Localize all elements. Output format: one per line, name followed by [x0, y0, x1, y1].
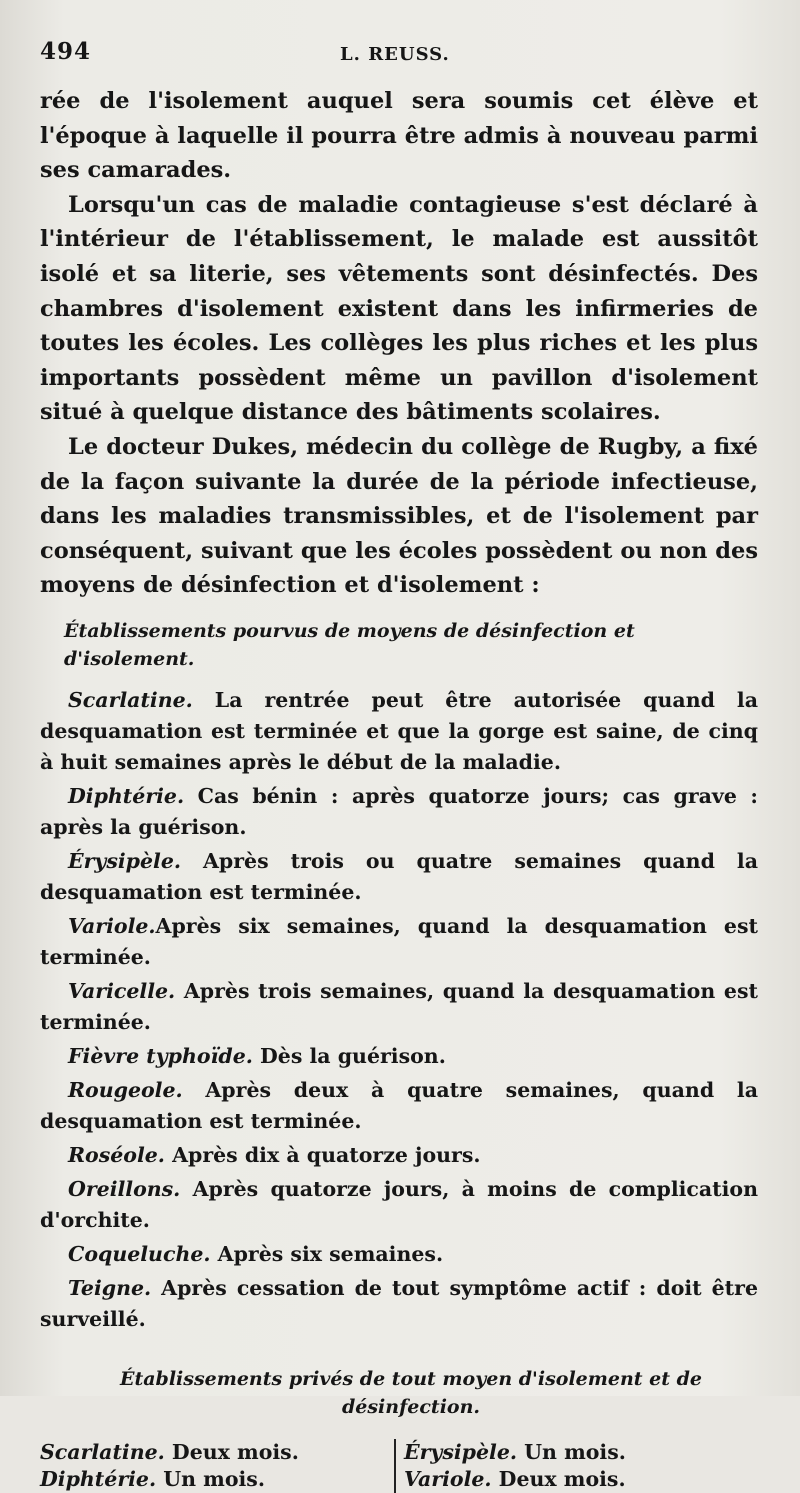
list-item: Diphtérie. Un mois. [40, 1466, 265, 1491]
paragraph-dukes: Le docteur Dukes, médecin du collège de Rugby, a fixé de la façon suivante la durée de la période infectieuse, dans les maladies transmissibles, et de l'isolement par conséquent, suivant que les écoles possèdent ou non des moyens de désinfection et d'isolement : [40, 433, 758, 599]
list-item: Variole. Deux mois. [404, 1466, 626, 1491]
list-item: Érysipèle. Après trois ou quatre semaines quand la desquamation est terminée. [40, 848, 758, 904]
section-heading-equipped: Établissements pourvus de moyens de désinfection et d'isolement. [64, 619, 635, 670]
list-item: Oreillons. Après quatorze jours, à moins de complication d'orchite. [40, 1176, 758, 1232]
list-item: Rougeole. Après deux à quatre semaines, quand la desquamation est terminée. [40, 1077, 758, 1133]
list-item: Teigne. Après cessation de tout symptôme actif : doit être surveillé. [40, 1275, 758, 1331]
list-item: Érysipèle. Un mois. [404, 1439, 626, 1464]
page-header [40, 38, 758, 78]
body-text [40, 84, 758, 603]
section-heading-unequipped: Établissements privés de tout moyen d'isolement et de désinfection. [119, 1367, 703, 1418]
list-item: Scarlatine. La rentrée peut être autorisée quand la desquamation est terminée et que la gorge est saine, de cinq à huit semaines après le début de la maladie. [40, 687, 758, 774]
disease-list-equipped [40, 685, 758, 1335]
running-head: L. REUSS. [340, 44, 450, 65]
disease-list-unequipped [40, 1439, 758, 1493]
list-item: Diphtérie. Cas bénin : après quatorze jours; cas grave : après la guérison. [40, 783, 758, 839]
list-item: Coqueluche. Après six semaines. [68, 1241, 444, 1266]
paragraph-continuation: rée de l'isolement auquel sera soumis cet élève et l'époque à laquelle il pourra être admis à nouveau parmi ses camarades. [40, 88, 758, 184]
list-item: Variole.Après six semaines, quand la desquamation est terminée. [40, 913, 758, 969]
list-item: Scarlatine. Deux mois. [40, 1439, 299, 1464]
left-column [40, 1439, 394, 1493]
list-item: Roséole. Après dix à quatorze jours. [68, 1142, 481, 1167]
paragraph-isolation: Lorsqu'un cas de maladie contagieuse s'est déclaré à l'intérieur de l'établissement, le malade est aussitôt isolé et sa literie, ses vêtements sont désinfectés. Des chambres d'isolement existent dans les infirmeries de toutes les écoles. Les collèges les plus riches et les plus importants possèdent même un pavillon d'isolement situé à quelque distance des bâtiments scolaires. [40, 191, 758, 426]
list-item: Varicelle. Après trois semaines, quand la desquamation est terminée. [40, 978, 758, 1034]
page-number: 494 [40, 38, 92, 65]
list-item: Fièvre typhoïde. Dès la guérison. [68, 1043, 446, 1068]
right-column [394, 1439, 758, 1493]
